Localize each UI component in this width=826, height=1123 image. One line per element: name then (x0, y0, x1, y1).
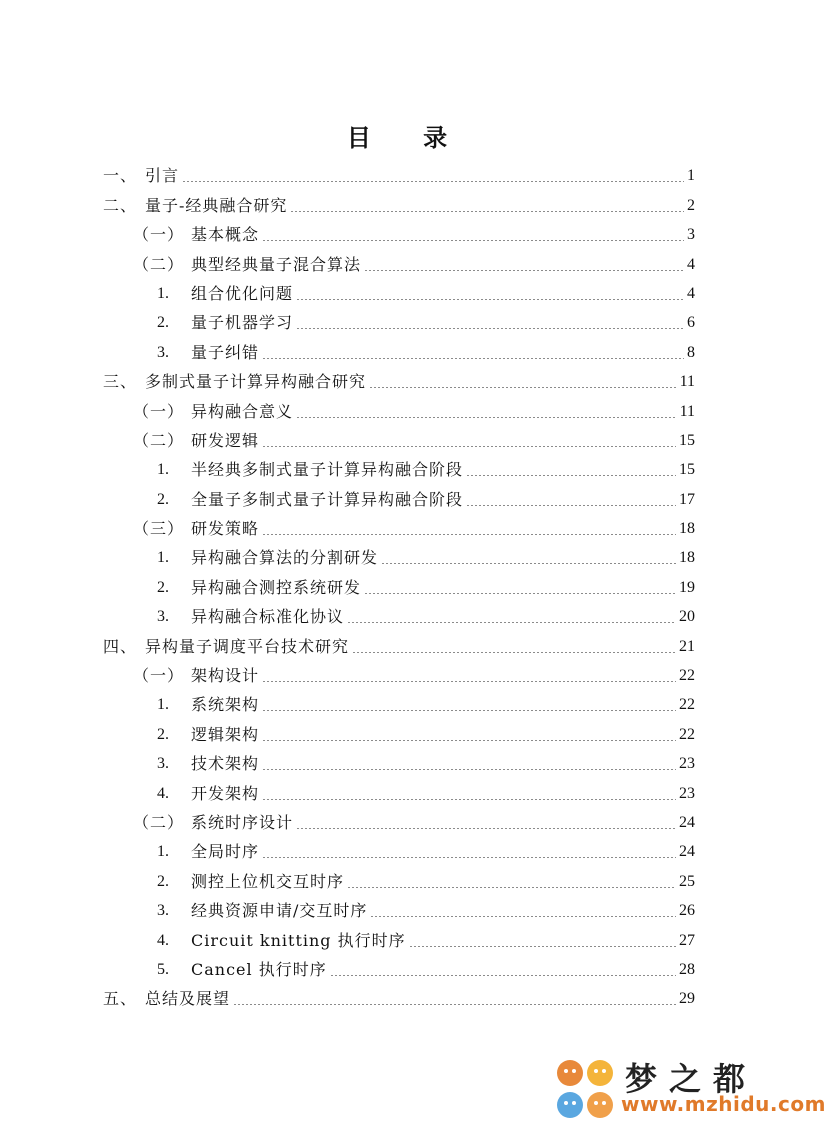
toc-entry-title: Cancel 执行时序 (191, 959, 327, 979)
toc-entry-title: 半经典多制式量子计算异构融合阶段 (191, 460, 464, 480)
toc-entry-page: 24 (679, 813, 695, 831)
toc-entry-page: 23 (679, 755, 695, 773)
toc-leader-dots (352, 652, 676, 653)
toc-leader-dots (262, 240, 684, 241)
toc-entry-number: 2. (157, 872, 169, 890)
toc-entry[interactable] (103, 245, 695, 274)
table-of-contents (103, 157, 695, 1009)
toc-entry-title: 逻辑架构 (191, 724, 260, 744)
toc-entry-page: 8 (687, 343, 695, 361)
toc-entry[interactable] (103, 275, 695, 304)
toc-entry[interactable] (103, 568, 695, 597)
toc-entry-number: 1. (157, 843, 169, 861)
toc-leader-dots (364, 593, 676, 594)
toc-entry-number: 2. (157, 725, 169, 743)
toc-entry-number: （一） (133, 401, 185, 421)
toc-entry[interactable] (103, 333, 695, 362)
toc-entry[interactable] (103, 892, 695, 921)
toc-leader-dots (330, 975, 676, 976)
toc-entry-page: 22 (679, 725, 695, 743)
toc-entry-number: 3. (157, 902, 169, 920)
watermark-brand: 梦之都 (625, 1060, 758, 1098)
toc-entry[interactable] (103, 686, 695, 715)
toc-leader-dots (262, 710, 676, 711)
toc-entry[interactable] (103, 510, 695, 539)
toc-entry-number: （二） (133, 812, 185, 832)
toc-entry-page: 2 (687, 196, 695, 214)
page-title: 目 录 (346, 123, 470, 152)
toc-entry-number: 1. (157, 696, 169, 714)
toc-entry-number: （三） (133, 519, 185, 539)
toc-entry[interactable] (103, 715, 695, 744)
toc-entry[interactable] (103, 539, 695, 568)
toc-entry[interactable] (103, 774, 695, 803)
toc-entry-title: 异构融合测控系统研发 (191, 577, 362, 597)
toc-entry-number: 2. (157, 490, 169, 508)
toc-leader-dots (262, 446, 676, 447)
toc-entry-number: 2. (157, 578, 169, 596)
toc-entry[interactable] (103, 804, 695, 833)
toc-entry-page: 15 (679, 431, 695, 449)
toc-entry-page: 24 (679, 843, 695, 861)
toc-entry-page: 22 (679, 667, 695, 685)
toc-leader-dots (364, 270, 684, 271)
toc-leader-dots (296, 828, 676, 829)
toc-entry-number: 3. (157, 608, 169, 626)
toc-entry[interactable] (103, 422, 695, 451)
toc-entry-page: 26 (679, 902, 695, 920)
toc-entry-title: 经典资源申请/交互时序 (191, 901, 368, 921)
toc-entry-number: 一、 (103, 166, 138, 186)
toc-entry[interactable] (103, 657, 695, 686)
toc-entry-title: Circuit knitting 执行时序 (191, 930, 406, 950)
toc-leader-dots (347, 887, 676, 888)
watermark-logo (555, 1052, 826, 1120)
toc-entry[interactable] (103, 157, 695, 186)
toc-entry-page: 11 (679, 402, 695, 420)
toc-entry-page: 18 (679, 549, 695, 567)
toc-entry[interactable] (103, 598, 695, 627)
toc-entry-title: 总结及展望 (145, 989, 231, 1009)
toc-entry-title: 研发策略 (191, 519, 260, 539)
toc-entry[interactable] (103, 480, 695, 509)
toc-entry[interactable] (103, 745, 695, 774)
toc-entry-number: 1. (157, 549, 169, 567)
toc-entry-title: 技术架构 (191, 754, 260, 774)
toc-entry-title: 异构融合意义 (191, 401, 294, 421)
toc-entry-number: 三、 (103, 372, 138, 392)
toc-entry-number: 2. (157, 314, 169, 332)
toc-entry-title: 异构融合标准化协议 (191, 607, 345, 627)
toc-entry-number: 五、 (103, 989, 138, 1009)
toc-entry-title: 研发逻辑 (191, 430, 260, 450)
toc-leader-dots (262, 681, 676, 682)
toc-leader-dots (262, 857, 676, 858)
toc-entry-page: 18 (679, 520, 695, 538)
toc-entry-number: 3. (157, 755, 169, 773)
toc-entry[interactable] (103, 216, 695, 245)
toc-entry-page: 29 (679, 990, 695, 1008)
toc-leader-dots (233, 1004, 676, 1005)
toc-leader-dots (296, 299, 684, 300)
toc-entry-title: 量子纠错 (191, 342, 260, 362)
toc-entry-number: 二、 (103, 195, 138, 215)
toc-leader-dots (381, 563, 676, 564)
toc-entry-page: 22 (679, 696, 695, 714)
toc-entry-page: 23 (679, 784, 695, 802)
toc-entry-page: 6 (687, 314, 695, 332)
toc-leader-dots (290, 211, 684, 212)
toc-entry-title: 系统时序设计 (191, 812, 294, 832)
toc-leader-dots (296, 417, 677, 418)
toc-entry-page: 19 (679, 578, 695, 596)
toc-entry-page: 25 (679, 872, 695, 890)
toc-entry-number: 四、 (103, 636, 138, 656)
toc-leader-dots (262, 799, 676, 800)
toc-entry-number: （一） (133, 666, 185, 686)
watermark-url: www.mzhidu.com (621, 1092, 826, 1116)
toc-entry[interactable] (103, 363, 695, 392)
toc-entry-page: 15 (679, 461, 695, 479)
toc-entry[interactable] (103, 833, 695, 862)
toc-entry[interactable] (103, 186, 695, 215)
smiley-face-icon (587, 1092, 613, 1118)
toc-leader-dots (347, 622, 676, 623)
toc-entry-page: 1 (687, 167, 695, 185)
toc-entry-page: 4 (687, 255, 695, 273)
toc-entry-title: 系统架构 (191, 695, 260, 715)
toc-entry-title: 量子-经典融合研究 (145, 195, 288, 215)
toc-entry-title: 多制式量子计算异构融合研究 (145, 372, 367, 392)
toc-entry-title: 引言 (145, 166, 180, 186)
toc-entry-title: 组合优化问题 (191, 283, 294, 303)
toc-entry[interactable] (103, 951, 695, 980)
toc-entry-page: 17 (679, 490, 695, 508)
toc-entry-number: （二） (133, 430, 185, 450)
toc-entry-title: 架构设计 (191, 666, 260, 686)
toc-entry-page: 28 (679, 960, 695, 978)
toc-entry-title: 异构量子调度平台技术研究 (145, 636, 350, 656)
toc-entry-title: 测控上位机交互时序 (191, 871, 345, 891)
smiley-face-icon (557, 1092, 583, 1118)
toc-leader-dots (262, 740, 676, 741)
toc-leader-dots (262, 769, 676, 770)
toc-entry-number: 4. (157, 784, 169, 802)
toc-entry[interactable] (103, 627, 695, 656)
toc-entry-page: 4 (687, 284, 695, 302)
toc-entry-page: 3 (687, 226, 695, 244)
toc-entry-page: 20 (679, 608, 695, 626)
toc-leader-dots (262, 358, 684, 359)
toc-entry-title: 全量子多制式量子计算异构融合阶段 (191, 489, 464, 509)
toc-entry[interactable] (103, 862, 695, 891)
toc-entry[interactable] (103, 392, 695, 421)
toc-entry-number: （一） (133, 225, 185, 245)
smiley-face-icon (557, 1060, 583, 1086)
toc-leader-dots (182, 181, 684, 182)
toc-entry-number: 3. (157, 343, 169, 361)
toc-entry-title: 开发架构 (191, 783, 260, 803)
toc-entry-number: 1. (157, 284, 169, 302)
toc-entry[interactable] (103, 980, 695, 1009)
toc-entry-title: 全局时序 (191, 842, 260, 862)
toc-entry-title: 典型经典量子混合算法 (191, 254, 362, 274)
toc-leader-dots (409, 946, 676, 947)
toc-entry-title: 基本概念 (191, 225, 260, 245)
toc-entry-number: 4. (157, 931, 169, 949)
smiley-face-icon (587, 1060, 613, 1086)
toc-entry[interactable] (103, 921, 695, 950)
toc-entry-page: 11 (679, 373, 695, 391)
toc-entry-page: 27 (679, 931, 695, 949)
toc-entry-page: 21 (679, 637, 695, 655)
toc-leader-dots (369, 387, 677, 388)
toc-entry[interactable] (103, 304, 695, 333)
toc-leader-dots (296, 328, 684, 329)
toc-entry-number: （二） (133, 254, 185, 274)
toc-leader-dots (466, 505, 676, 506)
toc-leader-dots (262, 534, 676, 535)
toc-leader-dots (466, 475, 676, 476)
toc-entry-title: 异构融合算法的分割研发 (191, 548, 379, 568)
toc-entry-number: 5. (157, 960, 169, 978)
toc-leader-dots (370, 916, 676, 917)
toc-entry-title: 量子机器学习 (191, 313, 294, 333)
toc-entry[interactable] (103, 451, 695, 480)
toc-entry-number: 1. (157, 461, 169, 479)
